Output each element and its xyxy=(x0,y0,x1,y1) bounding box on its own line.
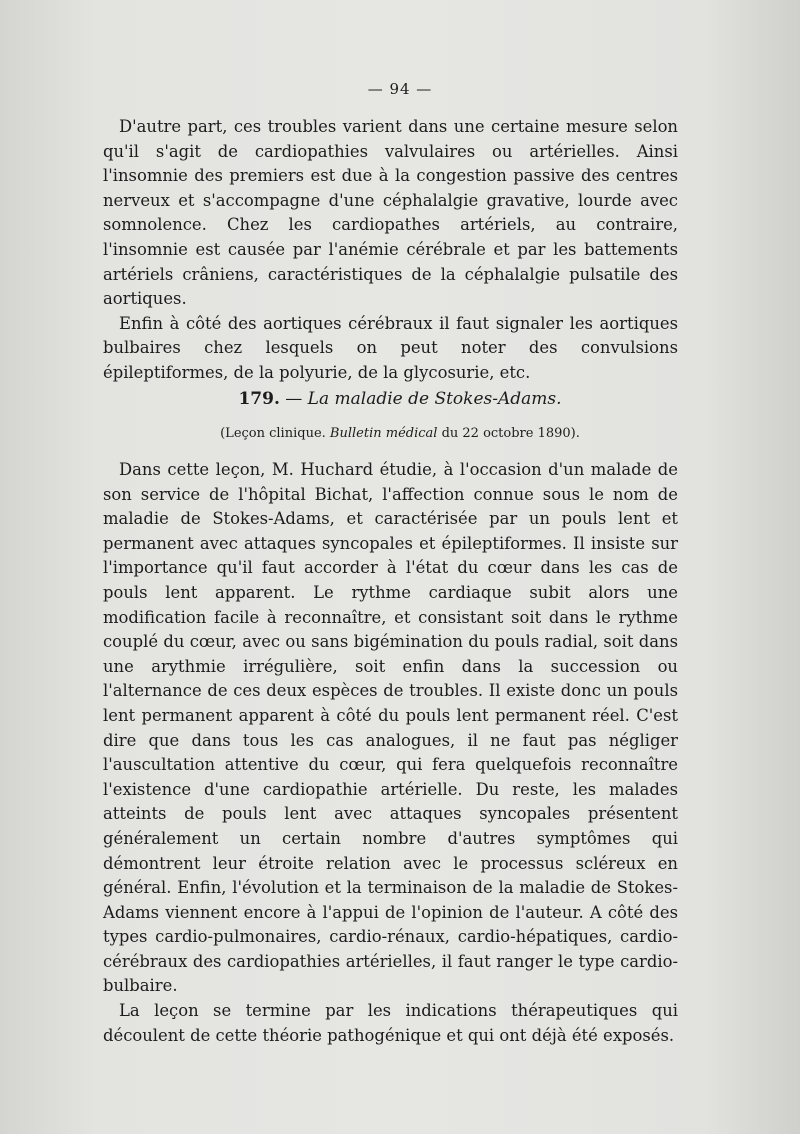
paragraph-aortiques-bulbaires: Enfin à côté des aortiques cérébraux il faut signaler les aortiques bulbaires chez lesquels on peut noter des convulsions épileptiformes, de la polyurie, de la glycosurie, etc. xyxy=(103,313,678,382)
section-number: 179. xyxy=(238,389,280,409)
text-block-top xyxy=(103,115,678,386)
section-source xyxy=(0,426,800,441)
source-suffix: du 22 octobre 1890). xyxy=(441,426,580,441)
text-block-section xyxy=(103,458,678,1048)
section-title: La maladie de Stokes-Adams. xyxy=(307,389,562,409)
source-journal: Bulletin médical xyxy=(329,426,438,441)
source-prefix: (Leçon clinique. xyxy=(220,426,326,441)
paragraph-stokes-adams: Dans cette leçon, M. Huchard étudie, à l'occasion d'un malade de son service de l'hôpital Bichat, l'affection connue sous le nom de maladie de Stokes-Adams, et caractérisée par un pouls lent et permanent avec attaques syncopales et épileptiformes. Il insiste sur l'importance qu'il faut accorder à l'état du cœur dans les cas de pouls lent apparent. Le rythme cardiaque subit alors une modification facile à reconnaître, et consistant soit dans le rythme couplé du cœur, avec ou sans bigémination du pouls radial, soit dans une arythmie irrégulière, soit enfin dans la succession ou l'alternance de ces deux espèces de troubles. Il existe donc un pouls lent permanent apparent à côté du pouls lent permanent réel. C'est dire que dans tous les cas analogues, il ne faut pas négliger l'auscultation attentive du cœur, qui fera quelquefois reconnaître l'existence d'une cardiopathie artérielle. Du reste, les malades atteints de pouls lent avec attaques syncopales présentent généralement un certain nombre d'autres symptômes qui démontrent leur étroite relation avec le processus scléreux en général. Enfin, l'évolution et la terminaison de la maladie de Stokes-Adams viennent encore à l'appui de l'opinion de l'auteur. A côté des types cardio-pulmonaires, cardio-rénaux, cardio-hépatiques, cardio-cérébraux des cardiopathies artérielles, il faut ranger le type cardio-bulbaire. xyxy=(103,460,678,996)
paragraph-cardiopathies: D'autre part, ces troubles varient dans une certaine mesure selon qu'il s'agit de cardiopathies valvulaires ou artérielles. Ainsi l'insomnie des premiers est due à la congestion passive des centres nerveux et s'accompagne d'une céphalalgie gravative, lourde avec somnolence. Chez les cardiopathes artériels, au contraire, l'insomnie est causée par l'anémie cérébrale et par les battements artériels crâniens, caractéristiques de la céphalalgie pulsatile des aortiques. xyxy=(103,117,678,309)
section-dash: — xyxy=(285,389,303,409)
page-number: — 94 — xyxy=(367,80,433,98)
section-heading xyxy=(0,389,800,409)
paragraph-conclusion: La leçon se termine par les indications thérapeutiques qui découlent de cette théorie pathogénique et qui ont déjà été exposés. xyxy=(103,1001,678,1045)
